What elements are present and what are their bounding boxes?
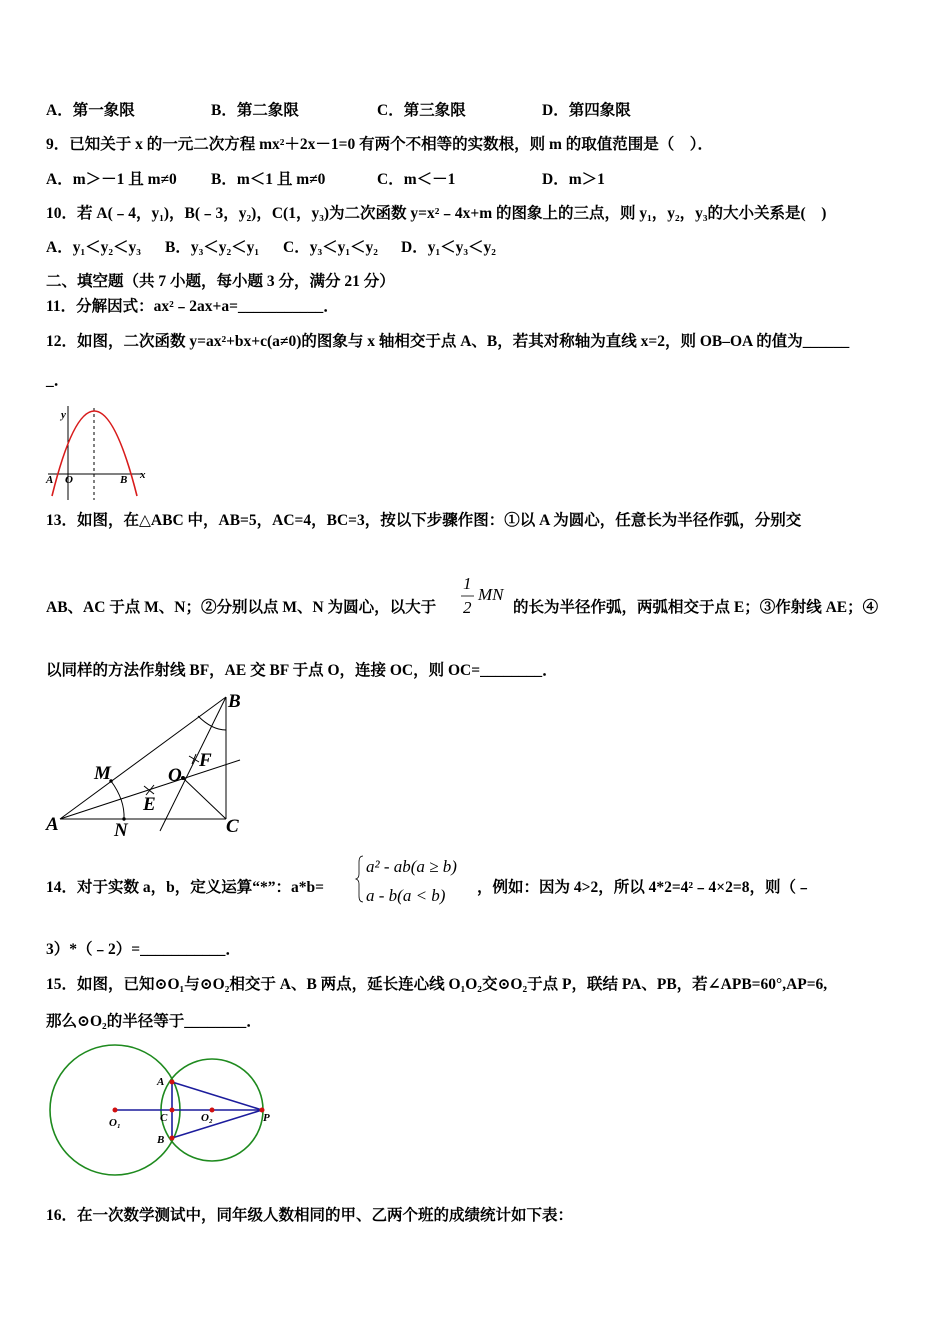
q15-line2: 那么⊙O₂的半径等于________．: [46, 1013, 262, 1030]
q13-line3: 以同样的方法作射线 BF，AE 交 BF 于点 O，连接 OC，则 OC=________．: [46, 662, 558, 679]
piecewise-case2: a - b(a < b): [366, 886, 446, 905]
q13-line2a: AB、AC 于点 M、N；②分别以点 M、N 为圆心，以大于: [46, 599, 437, 616]
q15-line1: 15．如图，已知⊙O₁与⊙O₂相交于 A、B 两点，延长连心线 O₁O₂交⊙O₂于点 P，联结 PA、PB，若∠APB=60°,AP=6,: [46, 976, 828, 993]
q14-line2: 3）*（﹣2）=___________．: [46, 941, 241, 958]
label-n: N: [114, 820, 128, 841]
q11-stem: 11．分解因式：ax²﹣2ax+a=___________．: [46, 298, 339, 315]
label-c: C: [160, 1112, 168, 1124]
label-c: C: [226, 816, 239, 837]
label-o2: O₂: [201, 1112, 213, 1124]
q12-line1: 12．如图，二次函数 y=ax²+bx+c(a≠0)的图象与 x 轴相交于点 A、B，若其对称轴为直线 x=2，则 OB–OA 的值为______: [46, 333, 850, 350]
q10-option-a: A．y₁＜y₂＜y₃: [46, 239, 141, 256]
q9-option-a: A．m＞－1 且 m≠0: [46, 171, 177, 188]
label-f: F: [199, 750, 212, 771]
q14-line1a: 14．对于实数 a，b，定义运算“*”：a*b=: [46, 879, 324, 896]
q10-stem: 10．若 A(﹣4，y₁)，B(﹣3，y₂)，C(1，y₃)为二次函数 y=x²﹣4x+m 的图象上的三点，则 y₁，y₂，y₃的大小关系是( ): [46, 205, 827, 222]
label-a: A: [157, 1076, 165, 1088]
q9-option-b: B．m＜1 且 m≠0: [211, 171, 326, 188]
q9-option-c: C．m＜－1: [377, 171, 456, 188]
piecewise-case1: a² - ab(a ≥ b): [366, 857, 457, 876]
fraction-denominator: 2: [463, 598, 472, 617]
label-a: A: [46, 474, 54, 486]
q9-stem: 9．已知关于 x 的一元二次方程 mx²＋2x－1=0 有两个不相等的实数根，则 m 的取值范围是（ ）．: [46, 136, 714, 153]
q15-circles-figure: [50, 1045, 270, 1175]
q10-option-b: B．y₃＜y₂＜y₁: [165, 239, 260, 256]
q10-option-d: D．y₁＜y₃＜y₂: [401, 239, 496, 256]
q9-option-d: D．m＞1: [542, 171, 605, 188]
label-x: x: [140, 469, 146, 481]
label-b: B: [157, 1134, 165, 1146]
q13-line1: 13．如图，在△ABC 中，AB=5，AC=4，BC=3，按以下步骤作图：①以 A 为圆心，任意长为半径作弧，分别交: [46, 512, 802, 529]
label-b: B: [120, 474, 128, 486]
label-b: B: [228, 691, 241, 712]
label-o1: O₁: [109, 1117, 121, 1129]
label-a: A: [46, 814, 59, 835]
q8-option-a: A．第一象限: [46, 102, 135, 119]
label-m: M: [94, 763, 111, 784]
label-o: O: [65, 474, 73, 486]
q8-option-c: C．第三象限: [377, 102, 466, 119]
label-e: E: [143, 794, 156, 815]
label-o: O: [168, 765, 182, 786]
label-p: P: [263, 1112, 270, 1124]
q13-line2b: 的长为半径作弧，两弧相交于点 E；③作射线 AE；④: [513, 599, 879, 616]
fraction-variable: MN: [478, 585, 504, 604]
q8-option-d: D．第四象限: [542, 102, 631, 119]
q14-line1b: ，例如：因为 4>2，所以 4*2=4²﹣4×2=8，则（﹣: [477, 879, 812, 896]
q12-line2: _．: [46, 372, 70, 389]
fraction-numerator: 1: [463, 574, 472, 593]
q12-parabola-figure: [45, 406, 146, 500]
q10-option-c: C．y₃＜y₁＜y₂: [283, 239, 378, 256]
q8-option-b: B．第二象限: [211, 102, 299, 119]
label-y: y: [61, 409, 66, 421]
q16-stem: 16．在一次数学测试中，同年级人数相同的甲、乙两个班的成绩统计如下表：: [46, 1207, 574, 1224]
section-heading: 二、填空题（共 7 小题，每小题 3 分，满分 21 分）: [46, 273, 395, 290]
